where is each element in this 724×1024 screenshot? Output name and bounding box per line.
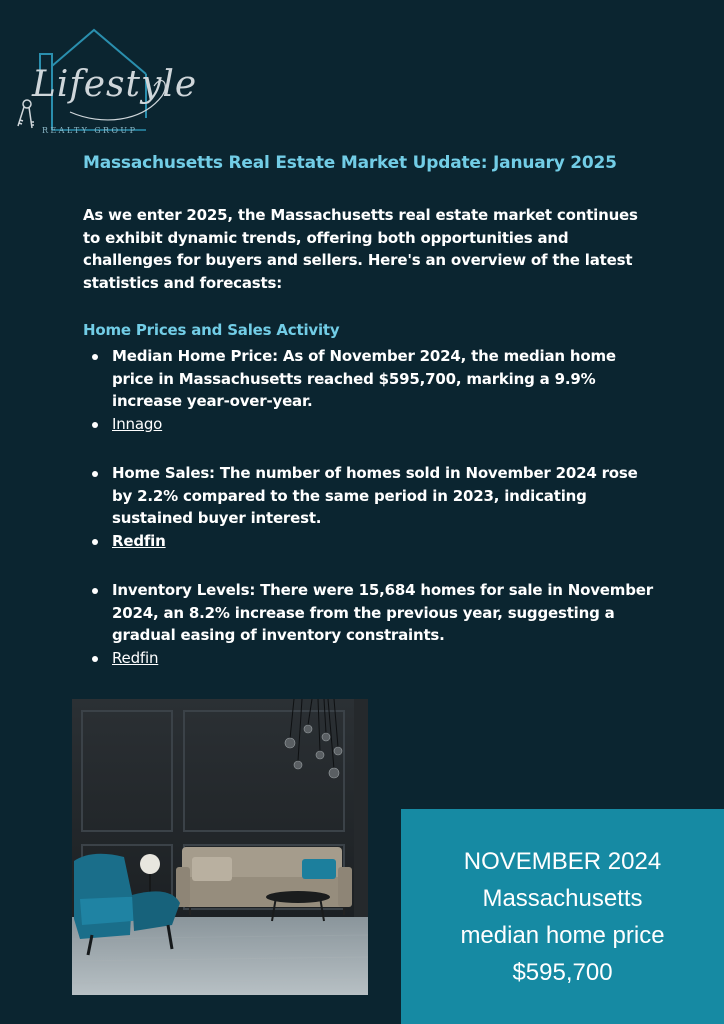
stat-median-price: Median Home Price: As of November 2024, the median home price in Massachusetts reached $595,700, marking a 9.9% increase year-over-year.	[83, 345, 658, 413]
page-title: Massachusetts Real Estate Market Update: January 2025	[83, 153, 617, 173]
logo-wordmark: Lifestyle	[32, 64, 198, 105]
company-logo	[12, 26, 198, 144]
stat-inventory: Inventory Levels: There were 15,684 homes for sale in November 2024, an 8.2% increase from the previous year, suggesting a gradual easing of inventory constraints.	[83, 579, 658, 647]
callout-metric: median home price	[460, 921, 665, 949]
source-link-redfin[interactable]: Redfin	[112, 648, 159, 667]
callout-state: Massachusetts	[482, 884, 643, 912]
source-item	[83, 530, 658, 553]
median-price-callout	[401, 809, 724, 1024]
logo-tagline: REALTY GROUP	[42, 126, 138, 135]
source-link-redfin[interactable]: Redfin	[112, 531, 166, 550]
section-heading: Home Prices and Sales Activity	[83, 321, 340, 339]
callout-value: $595,700	[512, 958, 613, 986]
source-item	[83, 413, 658, 436]
living-room-photo	[72, 699, 368, 995]
callout-date: NOVEMBER 2024	[463, 847, 662, 875]
source-link-innago[interactable]: Innago	[112, 414, 163, 433]
stats-list	[83, 345, 658, 669]
stat-home-sales: Home Sales: The number of homes sold in November 2024 rose by 2.2% compared to the same period in 2023, indicating sustained buyer interest.	[83, 462, 658, 530]
source-item	[83, 647, 658, 670]
intro-paragraph: As we enter 2025, the Massachusetts real estate market continues to exhibit dynamic trends, offering both opportunities and challenges for buyers and sellers. Here's an overview of the latest statistics and forecasts:	[83, 206, 638, 292]
